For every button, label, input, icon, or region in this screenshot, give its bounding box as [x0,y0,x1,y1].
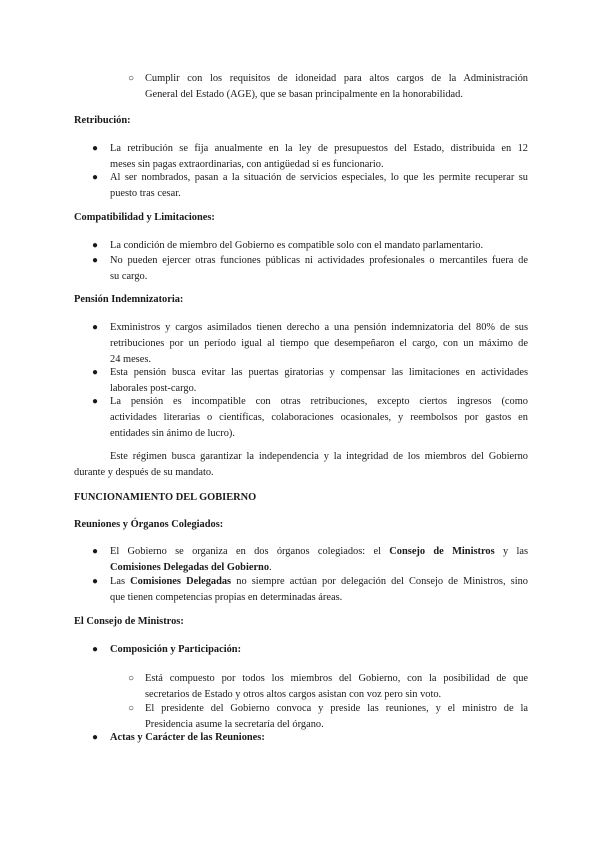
bold-term: Comisiones Delegadas [130,576,232,587]
text-fragment: . [269,562,272,573]
text-line: secretarios de Estado y otros altos cargos asistan con voz pero sin voto. [145,689,442,700]
text-line: Presidencia asume la secretaría del órgano. [145,719,324,730]
text-line: Composición y Participación: [110,644,242,655]
section-heading-compatibilidad: Compatibilidad y Limitaciones: [74,212,215,223]
bullet-icon: ● [92,644,99,655]
bullet-icon: ● [92,255,99,266]
text-line: laborales post-cargo. [110,383,197,394]
text-line: General del Estado (AGE), que se basan principalmente en la honorabilidad. [145,89,463,100]
text-line: Exministros y cargos asimilados tienen derecho a una pensión indemnizatoria del 80% de sus [110,322,528,333]
bullet-icon: ● [92,143,99,154]
closing-paragraph [74,449,528,481]
text-line: Actas y Carácter de las Reuniones: [110,732,265,743]
bold-term: Comisiones Delegadas del Gobierno [110,562,270,573]
bold-term: Consejo de Ministros [389,546,495,557]
bullet-icon: ● [92,322,99,333]
text-fragment: no siempre actúan por delegación del Consejo de Ministros, sino [231,576,528,587]
text-line: Al ser nombrados, pasan a la situación de servicios especiales, lo que les permite recuperar su [110,172,528,183]
section-heading-reuniones: Reuniones y Órganos Colegiados: [74,519,224,530]
text-line: Está compuesto por todos los miembros del Gobierno, con la posibilidad de que [145,673,528,684]
text-line: No pueden ejercer otras funciones públicas ni actividades profesionales o mercantiles fuera de [110,255,528,266]
text-line: Esta pensión busca evitar las puertas giratorias y compensar las limitaciones en actividades [110,367,528,378]
text-line: su cargo. [110,271,148,282]
text-line: Cumplir con los requisitos de idoneidad para altos cargos de la Administración [145,73,528,84]
text-line: actividades literarias o científicas, colaboraciones ocasionales, y reembolsos por gastos en [110,412,528,423]
text-fragment: y las [494,546,528,557]
text-line: retribuciones por un período igual al tiempo que desempeñaron el cargo, con un máximo de [110,338,528,349]
text-line: 24 meses. [110,354,151,365]
section-heading-retribucion: Retribución: [74,115,131,126]
bullet-icon: ● [92,396,99,407]
bullet-icon: ● [92,576,99,587]
text-line: entidades sin ánimo de lucro). [110,428,235,439]
text-line: El presidente del Gobierno convoca y preside las reuniones, y el ministro de la [145,703,528,714]
text-line: Este régimen busca garantizar la independencia y la integridad de los miembros del Gobierno [110,451,528,462]
text-line [110,544,528,560]
bullet-icon: ● [92,240,99,251]
text-line: meses sin pagas extraordinarias, con antigüedad si es funcionario. [110,159,384,170]
text-line: La pensión es incompatible con otras retribuciones, excepto ciertos ingresos (como [110,396,528,407]
circle-bullet-icon: ○ [128,673,135,684]
bullet-icon: ● [92,367,99,378]
text-fragment: Las [110,576,131,587]
text-line [110,574,528,590]
text-line: La retribución se fija anualmente en la ley de presupuestos del Estado, distribuida en 12 [110,143,528,154]
circle-bullet-icon: ○ [128,703,135,714]
circle-bullet-icon: ○ [128,73,135,84]
bullet-icon: ● [92,546,99,557]
text-line: La condición de miembro del Gobierno es compatible solo con el mandato parlamentario. [110,240,484,251]
text-line: puesto tras cesar. [110,188,181,199]
bullet-icon: ● [92,172,99,183]
text-fragment: El Gobierno se organiza en dos órganos colegiados: el [110,546,390,557]
text-line: que tienen competencias propias en determinadas áreas. [110,592,343,603]
section-heading-pension: Pensión Indemnizatoria: [74,294,184,305]
bullet-icon: ● [92,732,99,743]
section-heading-consejo: El Consejo de Ministros: [74,616,184,627]
text-line: durante y después de su mandato. [74,467,214,478]
section-heading-funcionamiento: FUNCIONAMIENTO DEL GOBIERNO [74,492,257,503]
